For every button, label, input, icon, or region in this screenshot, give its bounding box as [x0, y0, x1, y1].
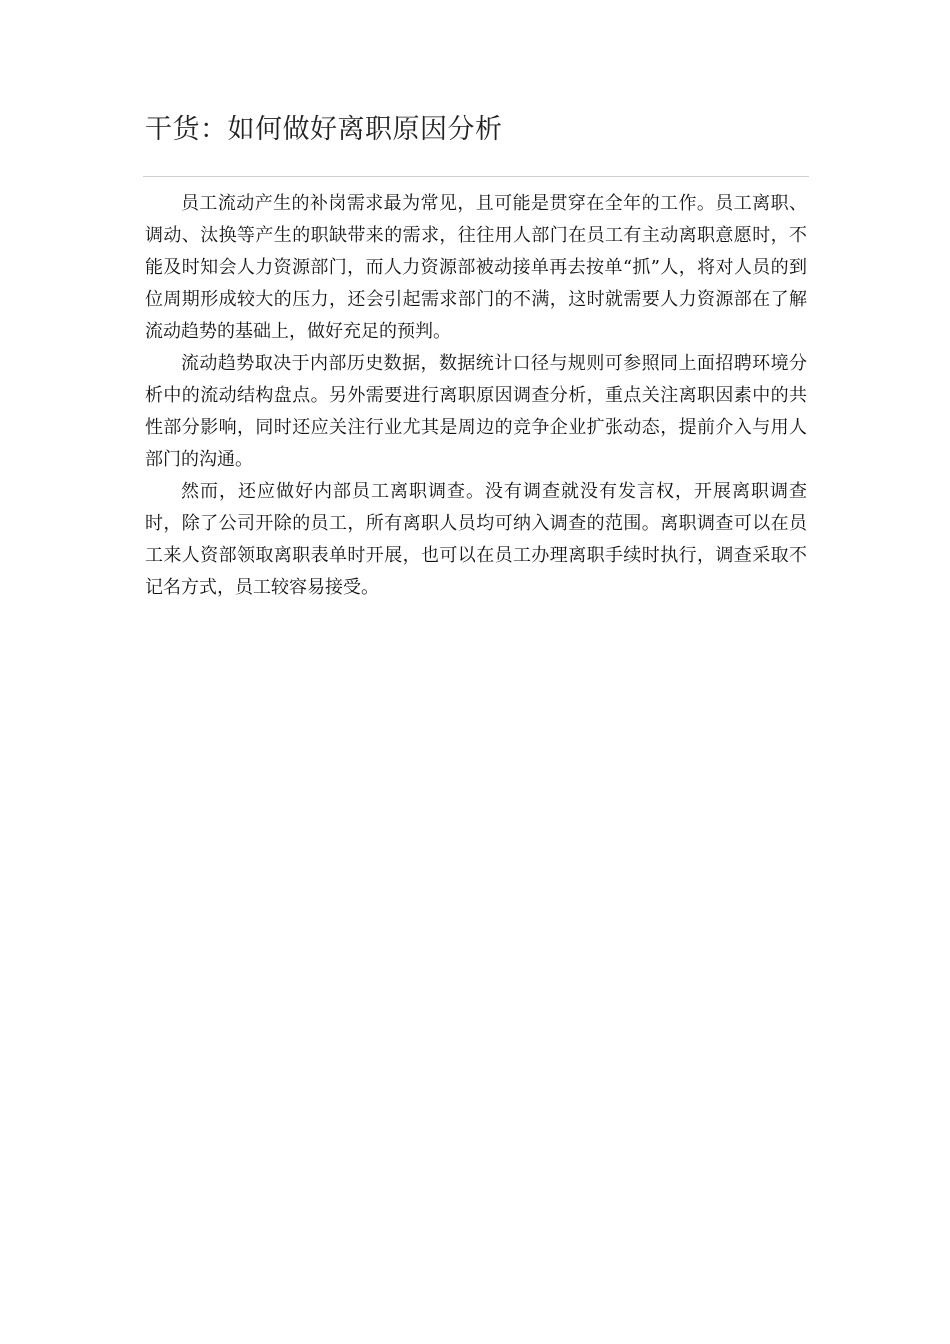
paragraph: 员工流动产生的补岗需求最为常见，且可能是贯穿在全年的工作。员工离职、调动、汰换等产生的职缺带来的需求，往往用人部门在员工有主动离职意愿时，不能及时知会人力资源部门，而人力资源部被动接单再去按单“抓”人，将对人员的到位周期形成较大的压力，还会引起需求部门的不满，这时就需要人力资源部在了解流动趋势的基础上，做好充足的预判。: [145, 193, 807, 342]
document-title: 干货：如何做好离职原因分析: [145, 114, 503, 145]
document-body: [145, 188, 807, 604]
paragraph: 然而，还应做好内部员工离职调查。没有调查就没有发言权，开展离职调查时，除了公司开除的员工，所有离职人员均可纳入调查的范围。离职调查可以在员工来人资部领取离职表单时开展，也可以在员工办理离职手续时执行，调查采取不记名方式，员工较容易接受。: [145, 481, 807, 598]
paragraph: 流动趋势取决于内部历史数据，数据统计口径与规则可参照同上面招聘环境分析中的流动结构盘点。另外需要进行离职原因调查分析，重点关注离职因素中的共性部分影响，同时还应关注行业尤其是周边的竞争企业扩张动态，提前介入与用人部门的沟通。: [145, 353, 807, 470]
title-divider: [143, 176, 809, 177]
